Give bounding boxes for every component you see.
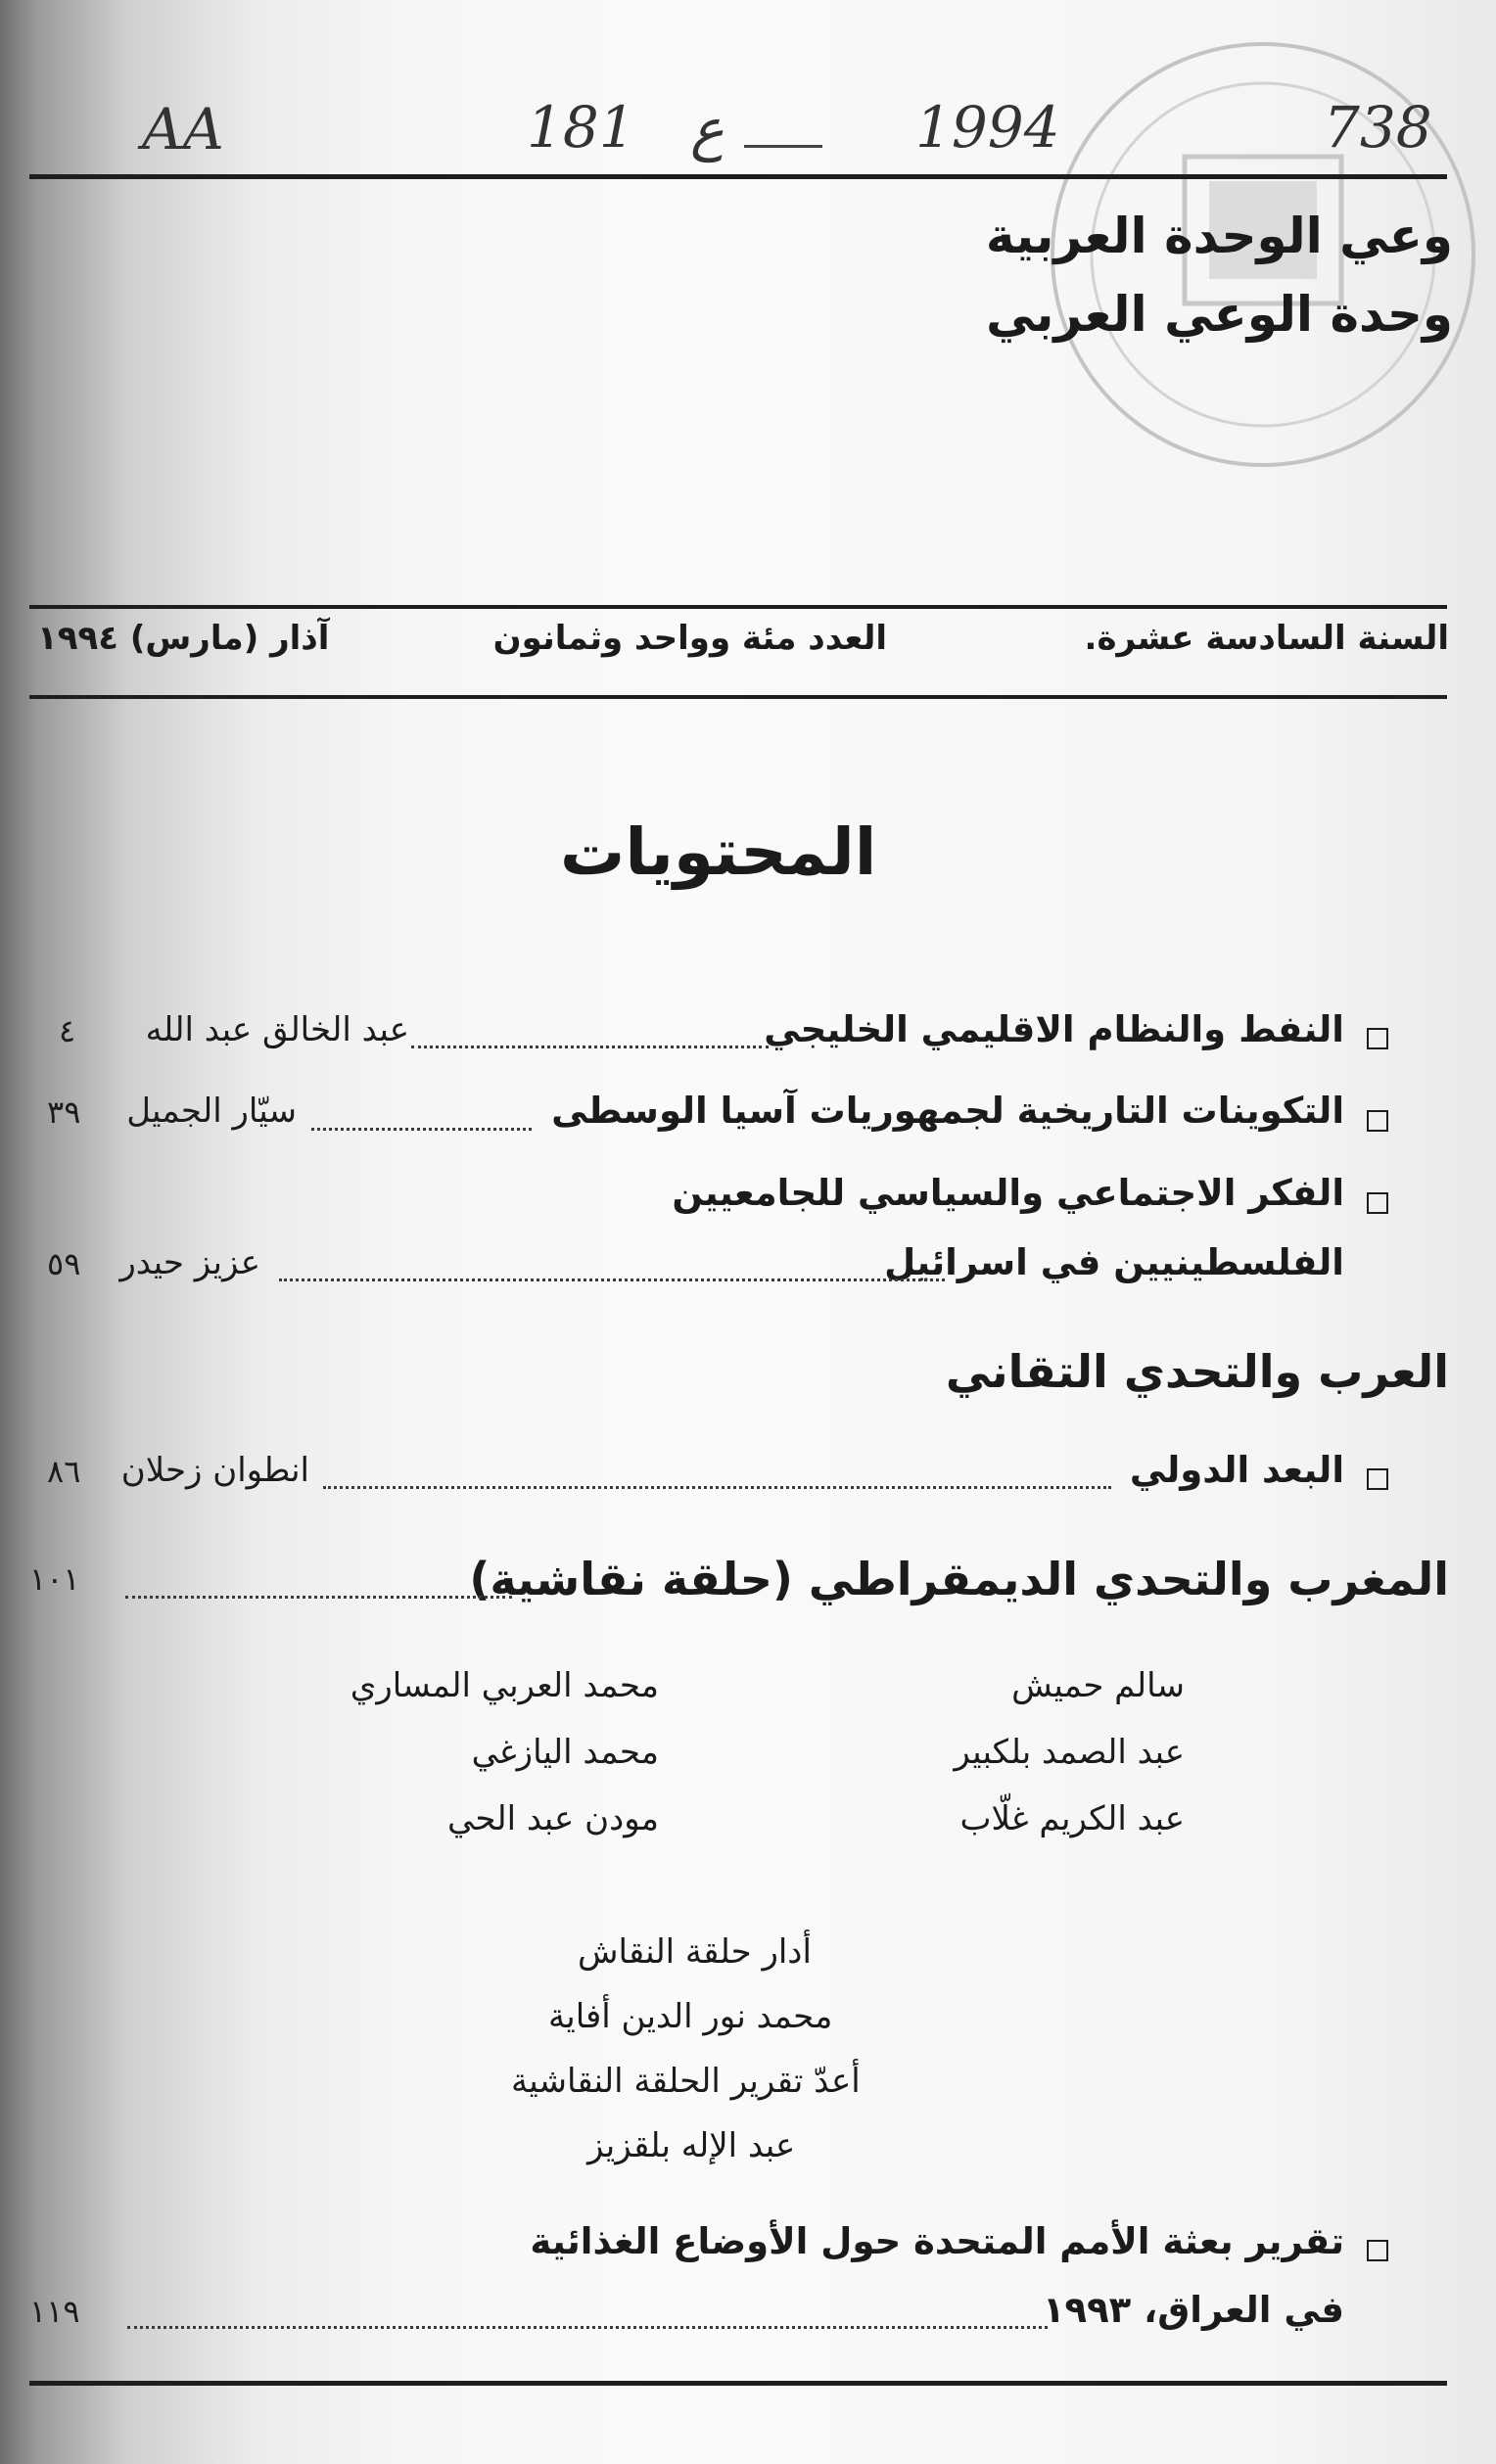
section-2-page: ١٠١ [29,1560,80,1598]
last-entry-title-line2: في العراق، ١٩٩٣ [1042,2289,1344,2331]
moderator-name: محمد نور الدين أفاية [548,1997,833,2036]
entry-2-page: ٣٩ [47,1093,81,1131]
bottom-rule [29,2381,1447,2386]
handwritten-ref: 738 [1324,94,1432,161]
handwritten-letter: ع [690,96,725,163]
section-1-checkbox [1367,1468,1388,1490]
last-entry-page: ١١٩ [29,2293,80,2330]
section-2-heading: المغرب والتحدي الديمقراطي (حلقة نقاشية) [469,1553,1449,1605]
entry-2-checkbox [1367,1110,1388,1132]
last-entry-leader [127,2326,1048,2329]
section-2-leader [125,1596,512,1599]
journal-title-line2: وحدة الوعي العربي [986,286,1453,343]
journal-title-line1: وعي الوحدة العربية [985,208,1453,264]
info-rule-bottom [29,695,1447,699]
entry-3-checkbox [1367,1192,1388,1214]
participant-left-2: محمد اليازغي [471,1733,659,1772]
section-1-leader [323,1486,1111,1489]
participant-right-1: سالم حميش [1011,1666,1185,1705]
handwritten-issue: 181 [527,94,635,161]
reporter-name: عبد الإله بلقزيز [587,2126,796,2165]
handwritten-year: 1994 [915,94,1060,161]
entry-3-title-line2: الفلسطينيين في اسرائيل [884,1241,1344,1283]
entry-2-title: التكوينات التاريخية لجمهوريات آسيا الوسطى [551,1090,1344,1132]
moderator-label: أدار حلقة النقاش [578,1932,812,1972]
date-label: آذار (مارس) ١٩٩٤ [37,619,330,658]
section-1-entry-author: انطوان زحلان [120,1451,309,1490]
entry-2-leader [311,1128,532,1131]
handwritten-dash [744,145,822,148]
last-entry-title-line1: تقرير بعثة الأمم المتحدة حول الأوضاع الغذائية [530,2220,1344,2262]
info-rule-top [29,605,1447,609]
participant-right-2: عبد الصمد بلكبير [954,1733,1185,1772]
contents-heading: المحتويات [560,814,877,890]
issue-label: العدد مئة وواحد وثمانون [492,619,887,658]
entry-1-author: عبد الخالق عبد الله [145,1010,409,1049]
entry-3-title-line1: الفكر الاجتماعي والسياسي للجامعيين [672,1172,1344,1214]
entry-1-page: ٤ [59,1012,76,1049]
participant-right-3: عبد الكريم غلّاب [959,1799,1185,1838]
entry-1-leader [411,1046,769,1048]
handwritten-code: AA [142,96,224,163]
section-1-entry-page: ٨٦ [47,1453,81,1490]
entry-1-checkbox [1367,1028,1388,1049]
last-entry-checkbox [1367,2240,1388,2261]
section-1-entry-title: البعد الدولي [1129,1449,1344,1491]
entry-3-leader [279,1278,945,1281]
year-label: السنة السادسة عشرة. [1084,619,1449,658]
entry-3-author: عزيز حيدر [119,1243,260,1282]
section-1-heading: العرب والتحدي التقاني [945,1345,1449,1398]
entry-2-author: سيّار الجميل [126,1092,297,1131]
top-rule [29,174,1447,179]
participant-left-1: محمد العربي المساري [350,1666,659,1705]
entry-3-page: ٥٩ [47,1245,81,1282]
entry-1-title: النفط والنظام الاقليمي الخليجي [764,1008,1344,1050]
participant-left-3: مودن عبد الحي [447,1799,659,1838]
report-label: أعدّ تقرير الحلقة النقاشية [511,2062,861,2101]
